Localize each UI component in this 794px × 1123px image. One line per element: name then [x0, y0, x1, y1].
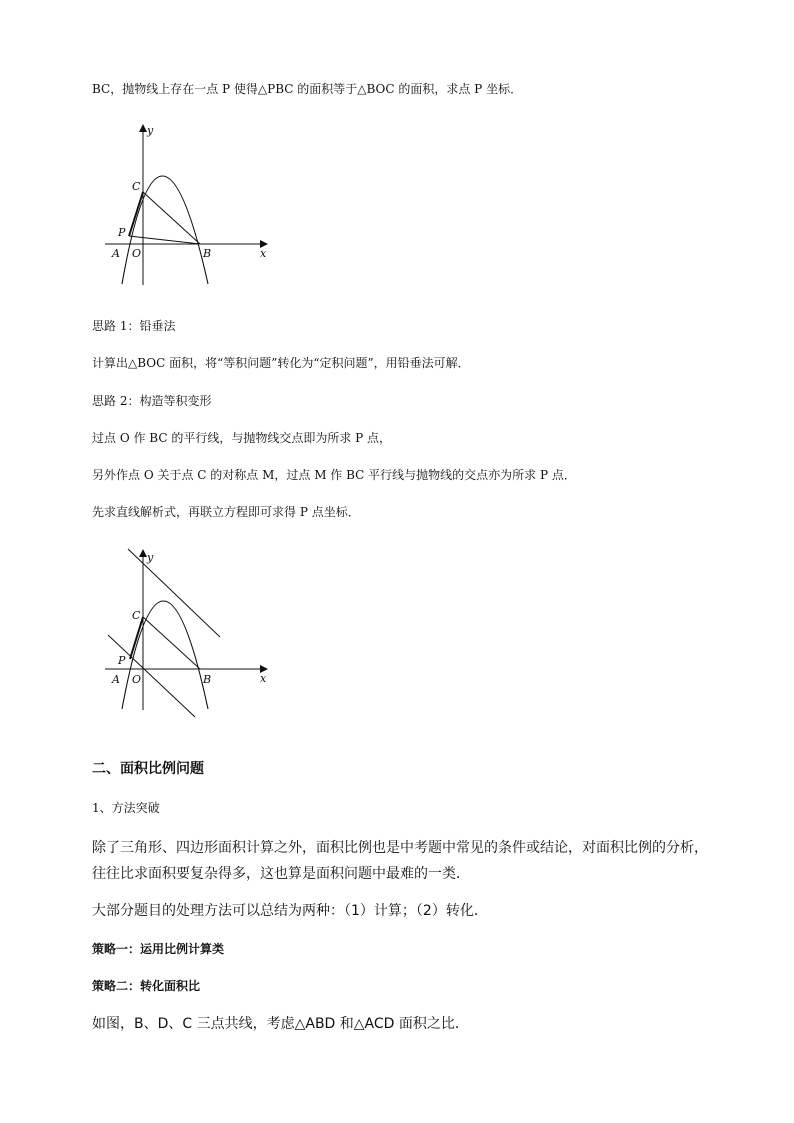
figure-2-y-arrow	[139, 549, 147, 557]
figure-1-label-c: C	[132, 180, 141, 193]
figure-2-label-a: A	[112, 673, 120, 686]
figure-1-y-arrow	[139, 124, 147, 132]
figure-2-label-c: C	[132, 609, 141, 622]
intro-line: BC，抛物线上存在一点 P 使得△PBC 的面积等于△BOC 的面积，求点 P 坐标．	[92, 82, 523, 96]
paragraph-1-line-1: 除了三角形、四边形面积计算之外，面积比例也是中考题中常见的条件或结论，对面积比例的分析，	[92, 840, 708, 856]
figure-2-label-o: O	[132, 673, 142, 686]
idea1-title: 思路 1：铅垂法	[92, 319, 176, 333]
figure-1-label-p: P	[118, 226, 126, 239]
strategy-1: 策略一：运用比例计算类	[92, 942, 225, 956]
figure-1-label-x: x	[260, 247, 267, 260]
figure-1-label-b: B	[203, 247, 212, 260]
idea2-line2: 另外作点 O 关于点 C 的对称点 M，过点 M 作 BC 平行线与抛物线的交点亦为所求 P 点．	[92, 468, 576, 482]
figure-2-label-y: y	[147, 551, 154, 564]
figure-2-line-bc	[143, 617, 200, 669]
paragraph-3: 如图，B、D、C 三点共线，考虑△ABD 和△ACD 面积之比．	[92, 1016, 469, 1032]
figure-2	[100, 545, 280, 720]
figure-2-label-b: B	[203, 673, 212, 686]
paragraph-1-line-2: 往往比求面积要复杂得多，这也算是面积问题中最难的一类．	[92, 866, 470, 882]
paragraph-2: 大部分题目的处理方法可以总结为两种：（1）计算；（2）转化．	[92, 903, 488, 919]
figure-2-segment-pc	[130, 617, 143, 659]
idea2-title: 思路 2：构造等积变形	[92, 394, 212, 408]
section-title: 二、面积比例问题	[92, 761, 204, 777]
figure-1-segment-pb	[129, 236, 200, 244]
figure-1	[100, 120, 280, 290]
figure-2-label-x: x	[260, 672, 267, 685]
figure-2-parallel-lower	[108, 635, 195, 717]
figure-1-label-a: A	[112, 247, 120, 260]
idea1-text: 计算出△BOC 面积，将“等积问题”转化为“定积问题”，用铅垂法可解．	[92, 356, 470, 370]
figure-1-segment-cb	[143, 192, 200, 244]
strategy-2: 策略二：转化面积比	[92, 979, 201, 993]
figure-1-label-o: O	[132, 247, 142, 260]
idea2-line3: 先求直线解析式，再联立方程即可求得 P 点坐标．	[92, 505, 360, 519]
figure-1-segment-pc	[129, 192, 143, 236]
figure-1-label-y: y	[147, 124, 154, 137]
idea2-line1: 过点 O 作 BC 的平行线，与抛物线交点即为所求 P 点，	[92, 431, 392, 445]
subsection-title: 1、方法突破	[92, 801, 160, 815]
figure-2-label-p: P	[118, 654, 126, 667]
